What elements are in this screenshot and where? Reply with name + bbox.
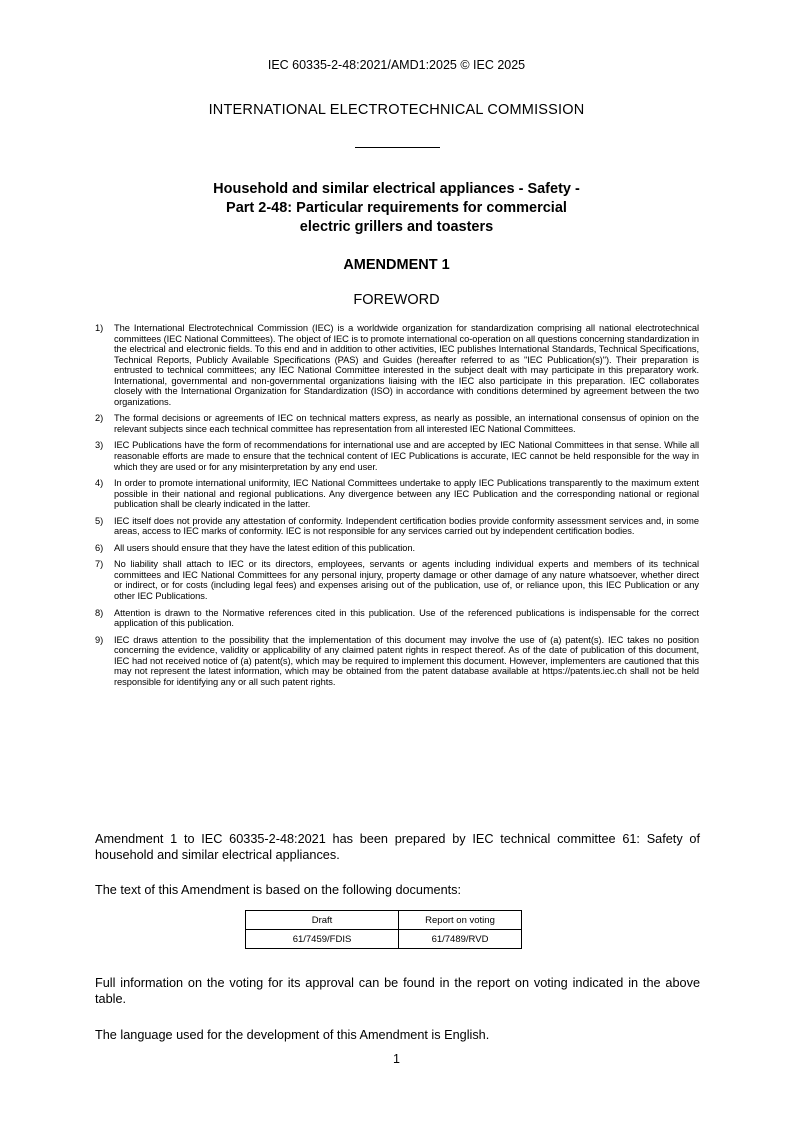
foreword-heading: FOREWORD (353, 292, 440, 308)
foreword-item: 4) In order to promote international uniformity, IEC National Committees undertake to apply IEC Publications transparently to the maximum extent possible in their national and regional publications. Any divergence between any IEC Publication and the corresponding national or regional publication shall be clearly indicated in the latter. (95, 478, 699, 510)
table-cell-draft: 61/7459/FDIS (246, 930, 399, 949)
foreword-item: 3) IEC Publications have the form of recommendations for international use and are accepted by IEC National Committees in that sense. While all reasonable efforts are made to ensure that the technical content of IEC Publications is accurate, IEC cannot be held responsible for the way in which they are used or for any misinterpretation by any end user. (95, 440, 699, 472)
document-reference: IEC 60335-2-48:2021/AMD1:2025 © IEC 2025 (267, 58, 526, 72)
table-header-row (246, 911, 522, 930)
table-header-draft: Draft (246, 911, 399, 930)
foreword-list (95, 323, 699, 693)
foreword-item: 2) The formal decisions or agreements of IEC on technical matters express, as nearly as possible, an international consensus of opinion on the relevant subjects since each technical committee has representation from all interested IEC National Committees. (95, 413, 699, 434)
foreword-item: 1) The International Electrotechnical Commission (IEC) is a worldwide organization for standardization comprising all national electrotechnical committees (IEC National Committees). The object of IEC is to promote international co-operation on all questions concerning standardization in the electrical and electronic fields. To this end and in addition to other activities, IEC publishes International Standards, Technical Specifications, Technical Reports, Publicly Available Specifications (PAS) and Guides (hereafter referred to as "IEC Publication(s)"). Their preparation is entrusted to technical committees; any IEC National Committee interested in the subject dealt with may participate in this preparatory work. International, governmental and non-governmental organizations liaising with the IEC also participate in this preparation. IEC collaborates closely with the International Organization for Standardization (ISO) in accordance with conditions determined by agreement between the two organizations. (95, 323, 699, 407)
foreword-item: 5) IEC itself does not provide any attestation of conformity. Independent certification bodies provide conformity assessment services and, in some areas, access to IEC marks of conformity. IEC is not responsible for any services carried out by independent certification bodies. (95, 515, 699, 537)
title-line-1: Household and similar electrical appliances - Safety - (213, 181, 580, 197)
foreword-item-text: The International Electrotechnical Commission (IEC) is a worldwide organization for standardization comprising all national electrotechnical committees (IEC National Committees). The object of IEC is to promote international co-operation on all questions concerning standardization in the electrical and electronic fields. To this end and in addition to other activities, IEC publishes International Standards, Technical Specifications, Technical Reports, Publicly Available Specifications (PAS) and Guides (hereafter referred to as "IEC Publication(s)"). Their preparation is entrusted to technical committees; any IEC National Committee interested in the subject dealt with may participate in this preparatory work. International, governmental and non-governmental organizations liaising with the IEC also participate in this preparation. IEC collaborates closely with the International Organization for Standardization (ISO) in accordance with conditions determined by agreement between the two organizations. (114, 323, 699, 407)
foreword-item: 8) Attention is drawn to the Normative references cited in this publication. Use of the referenced publications is indispensable for the correct application of this publication. (95, 607, 699, 629)
prepared-by-paragraph: Amendment 1 to IEC 60335-2-48:2021 has been prepared by IEC technical committee 61: Safety of household and similar electrical appliances. (95, 832, 700, 862)
title-line-3: electric grillers and toasters (299, 219, 494, 235)
table-row (246, 930, 522, 949)
language-paragraph: The language used for the development of this Amendment is English. (95, 1028, 490, 1042)
based-on-paragraph: The text of this Amendment is based on the following documents: (95, 883, 462, 897)
foreword-item-text: Attention is drawn to the Normative references cited in this publication. Use of the referenced publications is indispensable for the correct application of this publication. (114, 607, 699, 629)
foreword-item-text: IEC itself does not provide any attestation of conformity. Independent certification bodies provide conformity assessment services and, in some areas, access to IEC marks of conformity. IEC is not responsible for any services carried out by independent certification bodies. (114, 515, 699, 537)
amendment-heading: AMENDMENT 1 (343, 257, 450, 273)
table-header-report: Report on voting (399, 911, 522, 930)
foreword-item-text: No liability shall attach to IEC or its directors, employees, servants or agents including individual experts and members of its technical committees and IEC National Committees for any personal injury, property damage or other damage of any nature whatsoever, whether direct or indirect, or for costs (including legal fees) and expenses arising out of the publication, use of, or reliance upon, this IEC Publication or any other IEC Publications. (114, 559, 699, 602)
foreword-item: 7) No liability shall attach to IEC or its directors, employees, servants or agents including individual experts and members of its technical committees and IEC National Committees for any personal injury, property damage or other damage of any nature whatsoever, whether direct or indirect, or for costs (including legal fees) and expenses arising out of the publication, use of, or reliance upon, this IEC Publication or any other IEC Publications. (95, 559, 699, 602)
table-cell-report: 61/7489/RVD (399, 930, 522, 949)
title-line-2: Part 2-48: Particular requirements for commercial (226, 200, 567, 216)
foreword-item-text: IEC Publications have the form of recommendations for international use and are accepted by IEC National Committees in that sense. While all reasonable efforts are made to ensure that the technical content of IEC Publications is accurate, IEC cannot be held responsible for the way in which they are used or for any misinterpretation by any end user. (114, 440, 699, 472)
voting-info-paragraph: Full information on the voting for its approval can be found in the report on voting indicated in the above table. (95, 976, 700, 1006)
foreword-item: 9) IEC draws attention to the possibility that the implementation of this document may involve the use of (a) patent(s). IEC takes no position concerning the evidence, validity or applicability of any claimed patent rights in respect thereof. As of the date of publication of this document, IEC had not received notice of (a) patent(s), which may be required to implement this document. However, implementers are cautioned that this may not represent the latest information, which may be obtained from the patent database available at https://patents.iec.ch shall not be held responsible for identifying any or all such patent rights. (95, 634, 699, 687)
page-number: 1 (393, 1052, 400, 1066)
foreword-item-text: All users should ensure that they have the latest edition of this publication. (114, 542, 416, 553)
foreword-item-text: In order to promote international uniformity, IEC National Committees undertake to apply IEC Publications transparently to the maximum extent possible in their national and regional publications. Any divergence between any IEC Publication and the corresponding national or regional publication shall be clearly indicated in the latter. (114, 478, 699, 510)
organization-name: INTERNATIONAL ELECTROTECHNICAL COMMISSION (208, 102, 585, 118)
foreword-item-text: IEC draws attention to the possibility that the implementation of this document may involve the use of (a) patent(s). IEC takes no position concerning the evidence, validity or applicability of any claimed patent rights in respect thereof. As of the date of publication of this document, IEC had not received notice of (a) patent(s), which may be required to implement this document. However, implementers are cautioned that this may not represent the latest information, which may be obtained from the patent database available at https://patents.iec.ch shall not be held responsible for identifying any or all such patent rights. (114, 634, 699, 687)
separator-rule (355, 147, 440, 148)
foreword-item: 6) All users should ensure that they have the latest edition of this publication. (95, 542, 416, 553)
document-title (0, 180, 793, 237)
foreword-item-text: The formal decisions or agreements of IEC on technical matters express, as nearly as possible, an international consensus of opinion on the relevant subjects since each technical committee has representation from all interested IEC National Committees. (114, 413, 699, 434)
documents-table (245, 910, 522, 949)
